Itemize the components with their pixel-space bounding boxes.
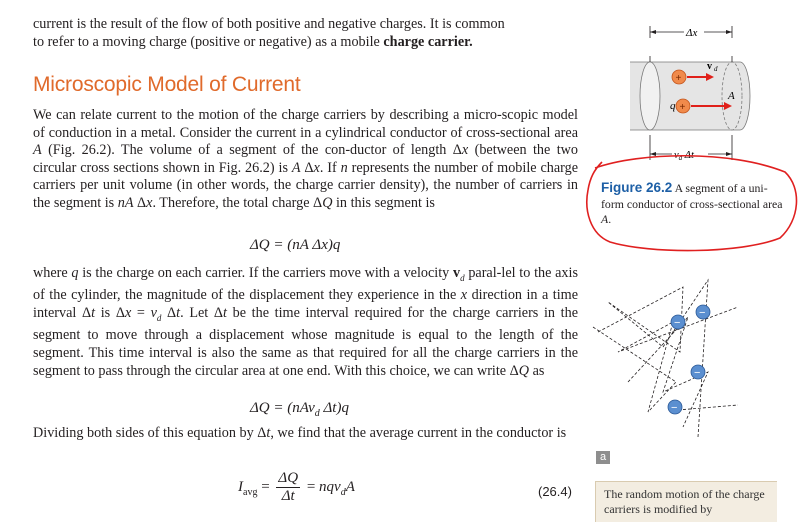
- intro-paragraph: [33, 16, 578, 51]
- p2-text: paral-lel to the axis of the cylinder, the magnitude of the displacement they experience in the: [33, 265, 578, 304]
- bottom-v: v: [674, 150, 679, 161]
- eq2-part: ΔQ = (nAv: [250, 400, 315, 416]
- paragraph-3: [33, 425, 578, 443]
- p1-text: (between the two circular cross sections shown in Fig. 26.2) is: [33, 142, 578, 176]
- var-A: A: [291, 159, 301, 176]
- bottom-sub: d: [678, 154, 683, 162]
- p2-text: . Let Δ: [180, 305, 224, 322]
- var-Q: Q: [518, 362, 530, 379]
- path-segment: [598, 280, 708, 437]
- eq3-equals: =: [306, 478, 316, 495]
- p2-text: =: [131, 305, 151, 322]
- eq3-avg: avg: [243, 486, 258, 498]
- p2-text: be the time interval required for the charge carriers in the segment to move through a displacement whose magnitude is equal to the length of the segment. This time interval is also the same as that required for all the charge carriers in the segment to pass through the circular area at one end. With this choice, we can write Δ: [33, 305, 578, 379]
- random-paths: [593, 280, 738, 437]
- eq2-part: Δt)q: [319, 400, 349, 416]
- var-A: A: [33, 142, 42, 159]
- intro-line-1: current is the result of the flow of both positive and negative charges. It is common: [33, 16, 505, 32]
- caption-end: .: [608, 212, 612, 226]
- path-segment: [678, 405, 738, 410]
- p1-text: in this segment is: [332, 194, 435, 211]
- eq3-rhs: nqv: [319, 478, 341, 495]
- p2-text: as: [529, 362, 545, 379]
- bottom-rest: Δt: [682, 150, 694, 161]
- arrowhead: [650, 30, 656, 34]
- path-segment: [593, 307, 738, 412]
- p1-text: We can relate current to the motion of the charge carriers by describing a micro-scopic model of conduction in a metal. Consider the current in a cylindrical conductor of cross-sectional area: [33, 107, 578, 141]
- sub-d: d: [156, 312, 162, 323]
- var-x: x: [461, 142, 469, 159]
- var-t: t: [223, 305, 227, 322]
- var-n: n: [340, 159, 348, 176]
- section-heading: Microscopic Model of Current: [33, 73, 301, 96]
- eq3-sub: d: [340, 486, 346, 498]
- var-nA: nA: [117, 194, 134, 211]
- p2-text: Δ: [161, 305, 177, 322]
- p1-text: Δ: [300, 159, 314, 176]
- sub-d: d: [460, 272, 465, 283]
- minus-sign: −: [674, 317, 681, 329]
- A-label: A: [728, 90, 735, 102]
- eq3-fraction: [276, 470, 300, 505]
- paragraph-2: [33, 265, 578, 380]
- side-note-text: The random motion of the charge carriers is modified by: [604, 487, 765, 516]
- var-vd: v: [453, 265, 461, 281]
- p2-text: where: [33, 265, 72, 281]
- var-v: v: [150, 305, 157, 322]
- var-t: t: [91, 305, 96, 322]
- minus-sign: −: [671, 402, 678, 414]
- figure-random-motion: [588, 262, 788, 447]
- p2-text: is the charge on each carrier. If the carriers move with a velocity: [78, 265, 453, 281]
- dx-label: Δx: [686, 27, 698, 39]
- minus-sign: −: [699, 307, 706, 319]
- p1-text: represents the number of mobile charge carriers per unit volume (in other words, the charge carrier density), the number of carriers in the segment is: [33, 159, 579, 211]
- eq3-rhs: A: [345, 478, 355, 495]
- var-x: x: [146, 194, 153, 211]
- panel-label-a: a: [596, 451, 610, 464]
- eq3-I: I: [238, 478, 243, 495]
- eq3-equals: =: [261, 478, 270, 495]
- equation-number: (26.4): [538, 484, 572, 499]
- p1-text: . Therefore, the total charge Δ: [152, 194, 323, 211]
- var-x: x: [124, 305, 132, 322]
- p2-text: direction in a time interval Δ: [33, 287, 578, 322]
- var-Q: Q: [322, 194, 333, 211]
- caption-label: Figure 26.2: [601, 180, 673, 195]
- q-label: q: [670, 100, 676, 112]
- eq3-denominator: Δt: [281, 488, 295, 504]
- intro-line-2a: to refer to a moving charge (positive or negative) as a mobile: [33, 33, 384, 50]
- minus-sign: −: [694, 367, 701, 379]
- equation-charge-time: [250, 400, 349, 419]
- caption-text: A segment of a uni-form conductor of cross-sectional area: [601, 181, 783, 211]
- p1-text: . If: [319, 159, 341, 176]
- plus-sign: +: [679, 102, 686, 113]
- var-x: x: [313, 159, 320, 176]
- paragraph-1: [33, 107, 578, 213]
- plus-sign: +: [675, 73, 682, 84]
- p3-text: , we find that the average current in the conductor is: [270, 425, 567, 441]
- vd-label: v: [707, 61, 712, 72]
- p2-text: is Δ: [95, 305, 125, 322]
- vd-sub: d: [714, 65, 718, 73]
- equation-average-current: [238, 470, 355, 505]
- p3-text: Dividing both sides of this equation by Δ: [33, 425, 267, 441]
- term-charge-carrier: charge carrier.: [383, 33, 473, 50]
- var-t: t: [266, 425, 271, 441]
- var-q: q: [71, 265, 79, 281]
- arrowhead: [726, 30, 732, 34]
- var-t: t: [176, 305, 181, 322]
- eq2-sub: d: [314, 408, 320, 419]
- cylinder-left-face: [640, 62, 660, 130]
- equation-charge: ΔQ = (nA Δx)q: [250, 237, 341, 253]
- figure-caption: [601, 180, 787, 228]
- caption-A: A: [601, 212, 609, 226]
- eq3-numerator: ΔQ: [278, 470, 299, 486]
- var-x: x: [460, 287, 468, 304]
- figure-cylinder: [590, 10, 790, 170]
- p1-text: Δ: [133, 194, 147, 211]
- p1-text: (Fig. 26.2). The volume of a segment of the con-ductor of length Δ: [41, 142, 462, 159]
